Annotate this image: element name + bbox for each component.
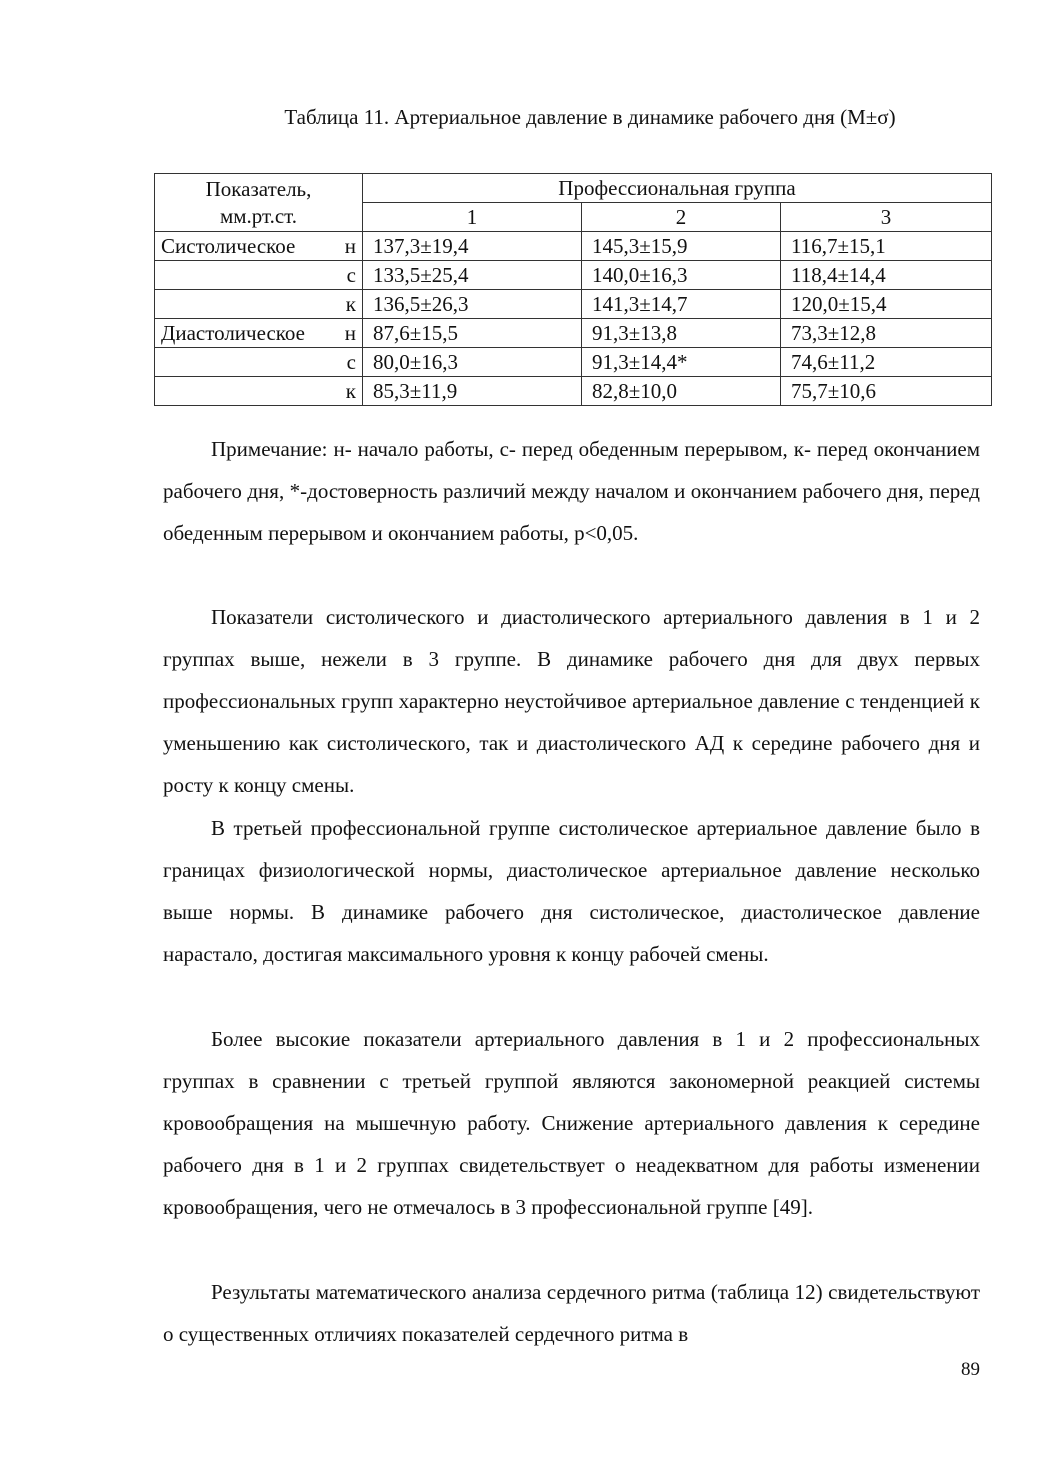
table-header-row bbox=[155, 174, 992, 203]
row-indicator-name: Диастолическое bbox=[161, 321, 305, 345]
row-indicator-name: Систолическое bbox=[161, 234, 296, 258]
row-time-tag: н bbox=[344, 321, 356, 345]
table-row bbox=[155, 377, 992, 406]
row-time-tag: с bbox=[155, 348, 363, 377]
blood-pressure-table bbox=[154, 173, 992, 406]
table-cell: 137,3±19,4 bbox=[363, 232, 582, 261]
table-cell: 145,3±15,9 bbox=[582, 232, 781, 261]
table-cell: 141,3±14,7 bbox=[582, 290, 781, 319]
table-cell: 91,3±14,4* bbox=[582, 348, 781, 377]
table-cell: 75,7±10,6 bbox=[781, 377, 992, 406]
table-cell: 140,0±16,3 bbox=[582, 261, 781, 290]
table-row bbox=[155, 319, 992, 348]
table-cell: 74,6±11,2 bbox=[781, 348, 992, 377]
page-number: 89 bbox=[961, 1359, 980, 1380]
header-group-1: 1 bbox=[363, 203, 582, 232]
row-label bbox=[155, 232, 363, 261]
table-cell: 116,7±15,1 bbox=[781, 232, 992, 261]
table-cell: 136,5±26,3 bbox=[363, 290, 582, 319]
table-cell: 82,8±10,0 bbox=[582, 377, 781, 406]
table-cell: 133,5±25,4 bbox=[363, 261, 582, 290]
row-time-tag: к bbox=[155, 377, 363, 406]
table-row bbox=[155, 290, 992, 319]
body-paragraph: Показатели систолического и диастолического артериального давления в 1 и 2 группах выше, нежели в 3 группе. В динамике рабочего дня для двух первых профессиональных групп характерно неустойчивое артериальное давление с тенденцией к уменьшению как систолического, так и диастолического АД к середине рабочего дня и росту к концу смены. bbox=[163, 605, 980, 797]
table-cell: 73,3±12,8 bbox=[781, 319, 992, 348]
table-caption: Таблица 11. Артериальное давление в динамике рабочего дня (M±σ) bbox=[284, 105, 896, 129]
header-group-2: 2 bbox=[582, 203, 781, 232]
table-row bbox=[155, 232, 992, 261]
body-paragraph: Результаты математического анализа сердечного ритма (таблица 12) свидетельствуют о существенных отличиях показателей сердечного ритма в bbox=[163, 1280, 980, 1346]
table-cell: 87,6±15,5 bbox=[363, 319, 582, 348]
table-cell: 85,3±11,9 bbox=[363, 377, 582, 406]
header-group-3: 3 bbox=[781, 203, 992, 232]
row-label bbox=[155, 319, 363, 348]
table-cell: 80,0±16,3 bbox=[363, 348, 582, 377]
header-indicator-cell bbox=[155, 174, 363, 232]
row-time-tag: с bbox=[155, 261, 363, 290]
table-cell: 91,3±13,8 bbox=[582, 319, 781, 348]
table-cell: 120,0±15,4 bbox=[781, 290, 992, 319]
table-row bbox=[155, 261, 992, 290]
row-time-tag: н bbox=[344, 234, 356, 258]
header-indicator-line-2: мм.рт.ст. bbox=[219, 203, 298, 228]
header-professional-group: Профессиональная группа bbox=[363, 174, 992, 203]
row-time-tag: к bbox=[155, 290, 363, 319]
body-paragraph: В третьей профессиональной группе систолическое артериальное давление было в границах физиологической нормы, диастолическое артериальное давление несколько выше нормы. В динамике рабочего дня систолическое, диастолическое давление нарастало, достигая максимального уровня к концу рабочей смены. bbox=[163, 816, 980, 966]
table-row bbox=[155, 348, 992, 377]
body-paragraph: Более высокие показатели артериального давления в 1 и 2 профессиональных группах в сравнении с третьей группой являются закономерной реакцией системы кровообращения на мышечную работу. Снижение артериального давления к середине рабочего дня в 1 и 2 группах свидетельствует о неадекватном для работы изменении кровообращения, чего не отмечалось в 3 профессиональной группе [49]. bbox=[163, 1027, 980, 1219]
header-indicator-line-1: Показатель, bbox=[205, 176, 312, 201]
table-note: Примечание: н- начало работы, с- перед обеденным перерывом, к- перед окончанием рабочего дня, *-достоверность различий между началом и окончанием рабочего дня, перед обеденным перерывом и окончанием работы, p<0,05. bbox=[163, 437, 980, 545]
table-cell: 118,4±14,4 bbox=[781, 261, 992, 290]
